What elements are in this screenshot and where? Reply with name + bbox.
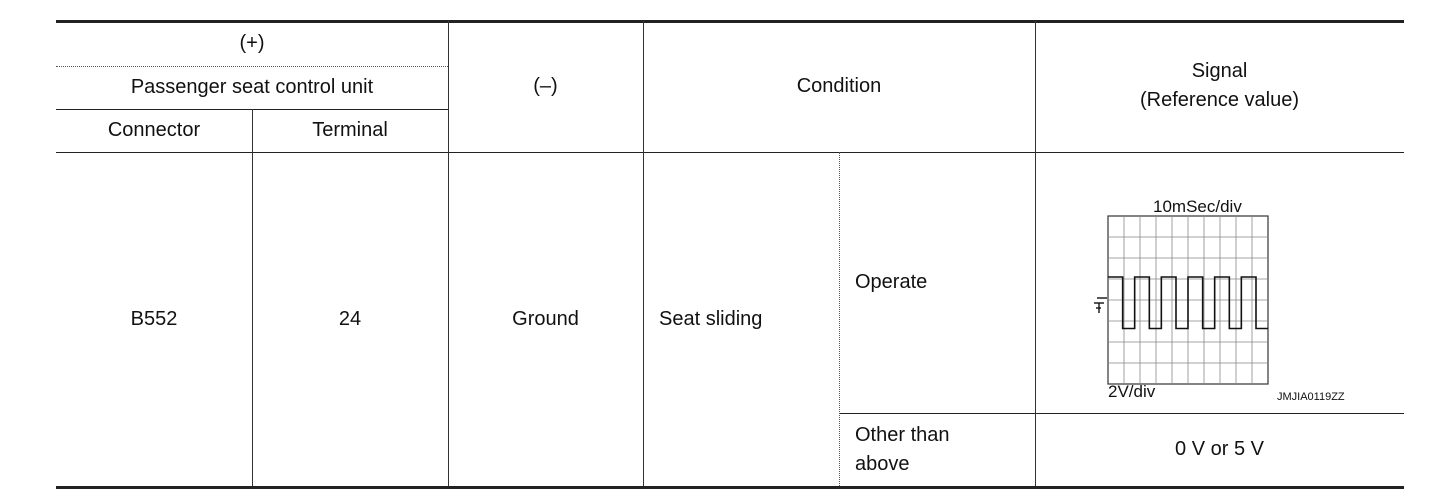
figure-code: JMJIA0119ZZ <box>1277 391 1345 403</box>
oscilloscope-figure <box>1035 153 1403 413</box>
header-signal: Signal (Reference value) <box>1140 60 1299 111</box>
row-minus: Ground <box>512 307 579 330</box>
row-terminal: 24 <box>338 307 362 330</box>
row-connector: B552 <box>130 307 178 330</box>
header-minus: (–) <box>533 74 558 97</box>
header-plus: (+) <box>239 31 265 54</box>
table-bottom-rule <box>56 486 1404 489</box>
row-condition-main: Seat sliding <box>659 307 763 330</box>
header-condition: Condition <box>796 74 882 97</box>
ground-icon <box>1094 298 1107 313</box>
header-terminal: Terminal <box>312 119 388 141</box>
volts-per-div-label: 2V/div <box>1108 382 1156 401</box>
header-connector: Connector <box>107 119 201 141</box>
row-signal-other: 0 V or 5 V <box>1175 438 1264 460</box>
time-per-div-label: 10mSec/div <box>1153 197 1242 216</box>
row-condition-other: Other than above <box>855 423 950 475</box>
row-condition-operate: Operate <box>855 271 928 293</box>
header-unit: Passenger seat control unit <box>130 76 374 98</box>
